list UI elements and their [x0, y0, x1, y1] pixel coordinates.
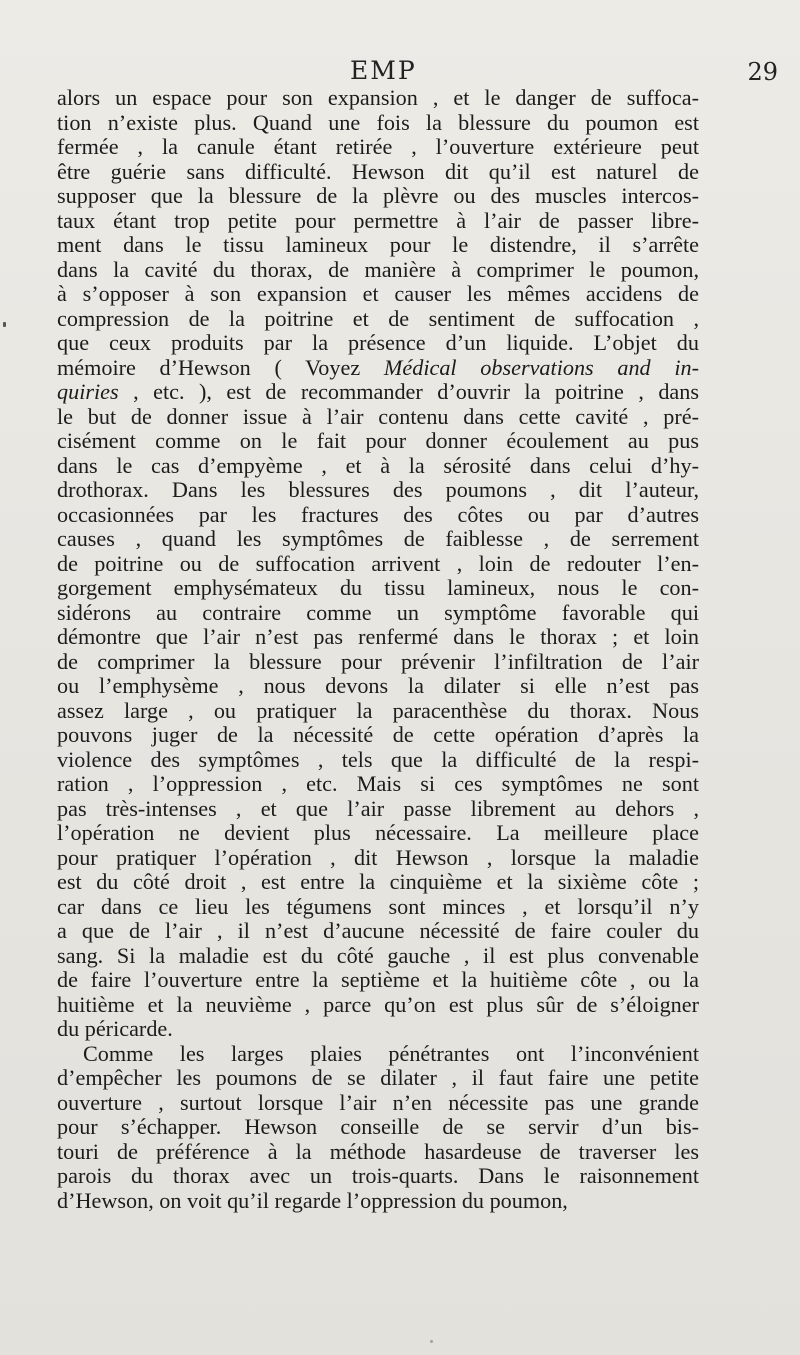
text-line: d’Hewson, on voit qu’il regarde l’oppression du poumon,: [57, 1187, 568, 1213]
text-run: , etc. ), est de recommander d’ouvrir la poitrine , dans: [118, 379, 699, 404]
text-line: causes , quand les symptômes de faiblesse , de serrement: [57, 526, 699, 551]
text-line: fermée , la canule étant retirée , l’ouverture extérieure peut: [57, 134, 699, 159]
text-line: compression de la poitrine et de sentiment de suffocation ,: [57, 305, 699, 331]
text-line: de faire l’ouverture entre la septième et la huitième côte , ou la: [57, 967, 699, 992]
text-line: car dans ce lieu les tégumens sont minces , et lorsqu’il n’y: [57, 893, 699, 919]
text-line: taux étant trop petite pour permettre à l’air de passer libre-: [57, 207, 699, 233]
paper-speck: [430, 1340, 433, 1343]
text-line: être guérie sans difficulté. Hewson dit qu’il est naturel de: [57, 158, 699, 184]
text-line: ou l’emphysème , nous devons la dilater si elle n’est pas: [57, 673, 699, 698]
text-line: gorgement emphysémateux du tissu lamineux, nous le con-: [57, 575, 699, 600]
text-line: violence des symptômes , tels que la difficulté de la respi-: [57, 746, 699, 772]
text-line: du péricarde.: [57, 1016, 173, 1041]
text-line: pour s’échapper. Hewson conseille de se servir d’un bis-: [57, 1114, 699, 1139]
text-line: touri de préférence à la méthode hasardeuse de traverser les: [57, 1138, 699, 1164]
text-line: a que de l’air , il n’est d’aucune nécessité de faire couler du: [57, 918, 699, 943]
text-line: parois du thorax avec un trois-quarts. Dans le raisonnement: [57, 1163, 699, 1188]
italic-text-run: Médical observations and in-: [383, 354, 699, 380]
text-line: tion n’existe plus. Quand une fois la blessure du poumon est: [57, 109, 699, 135]
text-line: ration , l’oppression , etc. Mais si ces symptômes ne sont: [57, 771, 699, 796]
running-head: EMP: [350, 56, 417, 85]
text-line: l’opération ne devient plus nécessaire. La meilleure place: [57, 820, 699, 845]
text-line: ment dans le tissu lamineux pour le distendre, il s’arrête: [57, 232, 699, 257]
text-line: sidérons au contraire comme un symptôme favorable qui: [57, 599, 699, 625]
text-line: Comme les larges plaies pénétrantes ont l’inconvénient: [83, 1040, 699, 1066]
text-line: alors un espace pour son expansion , et le danger de suffoca-: [57, 85, 699, 110]
text-line: drothorax. Dans les blessures des poumons , dit l’auteur,: [57, 477, 699, 502]
text-line: supposer que la blessure de la plèvre ou des muscles intercos-: [57, 183, 699, 208]
text-line: sang. Si la maladie est du côté gauche , il est plus convenable: [57, 942, 699, 968]
text-line: le but de donner issue à l’air contenu dans cette cavité , pré-: [57, 403, 699, 429]
text-line: ouverture , surtout lorsque l’air n’en nécessite pas une grande: [57, 1089, 699, 1115]
text-line: dans le cas d’empyème , et à la sérosité dans celui d’hy-: [57, 452, 699, 478]
italic-text-run: quiries: [57, 379, 119, 404]
text-line: cisément comme on le fait pour donner écoulement au pus: [57, 428, 699, 453]
text-line: à s’opposer à son expansion et causer les mêmes accidens de: [57, 281, 699, 306]
text-line: que ceux produits par la présence d’un liquide. L’objet du: [57, 330, 699, 355]
text-line: de poitrine ou de suffocation arrivent , loin de redouter l’en-: [57, 550, 699, 576]
text-line: est du côté droit , est entre la cinquième et la sixième côte ;: [57, 869, 699, 894]
body-text: [57, 86, 699, 1213]
text-line: [57, 356, 699, 381]
text-line: assez large , ou pratiquer la paracenthèse du thorax. Nous: [57, 697, 699, 723]
text-run: mémoire d’Hewson ( Voyez: [57, 354, 384, 380]
text-line: occasionnées par les fractures des côtes ou par d’autres: [57, 501, 699, 527]
text-line: dans la cavité du thorax, de manière à comprimer le poumon,: [57, 256, 699, 282]
text-line: huitième et la neuvième , parce qu’on est plus sûr de s’éloigner: [57, 991, 699, 1017]
text-line: de comprimer la blessure pour prévenir l’infiltration de l’air: [57, 648, 699, 674]
text-line: d’empêcher les poumons de se dilater , il faut faire une petite: [57, 1065, 699, 1090]
text-line: pouvons juger de la nécessité de cette opération d’après la: [57, 722, 699, 747]
page-header: [0, 52, 800, 86]
text-line: démontre que l’air n’est pas renfermé dans le thorax ; et loin: [57, 624, 699, 649]
text-line: [57, 380, 699, 405]
page-number: 29: [747, 58, 778, 86]
text-line: pour pratiquer l’opération , dit Hewson , lorsque la maladie: [57, 844, 699, 870]
text-line: pas très-intenses , et que l’air passe librement au dehors ,: [57, 795, 699, 821]
margin-mark: [3, 322, 6, 327]
